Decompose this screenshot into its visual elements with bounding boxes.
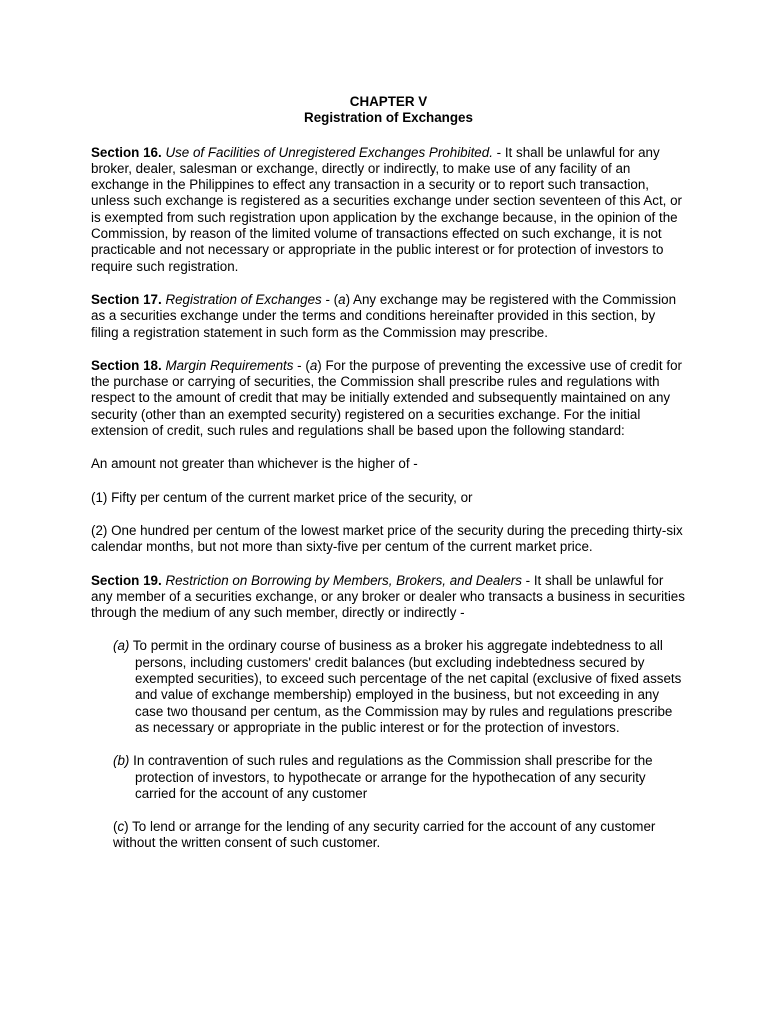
section-18 [91,358,686,439]
section-16-title: Use of Facilities of Unregistered Exchanges Prohibited. [165,144,493,160]
item-c-text: ) To lend or arrange for the lending of any security carried for the account of any customer without the written consent of such customer. [113,819,656,851]
section-17-letter: a [338,291,346,307]
section-18-prefix: - ( [293,357,310,373]
section-18-letter: a [309,357,318,373]
chapter-title: Registration of Exchanges [304,110,473,126]
section-18-body: ) For the purpose of preventing the excessive use of credit for the purchase or carrying of securities, the Commission shall prescribe rules and regulations with respect to the amount of credit that may be initially extended and subsequently maintained on any security (other than an exempted security) registered on a securities exchange. For the initial extension of credit, such rules and regulations shall be based upon the following standard: [91,357,682,439]
chapter-number: CHAPTER V [349,94,428,109]
section-19-item-b [113,753,686,802]
section-18-title: Margin Requirements [165,357,294,373]
section-16-body: - It shall be unlawful for any broker, dealer, salesman or exchange, directly or indirectly, to make use of any facility of an exchange in the Philippines to effect any transaction in a security or to report such transaction, unless such exchange is registered as a securities exchange under section seventeen of this Act, or is exempted from such registration upon application by the exchange because, in the opinion of the Commission, by reason of the limited volume of transactions effected on such exchange, it is not practicable and not necessary or appropriate in the public interest or for protection of investors to require such registration. [91,144,683,274]
section-16 [91,145,686,275]
section-17-number: Section 17. [91,291,162,307]
section-18-number: Section 18. [91,357,162,373]
section-19-item-a [113,638,686,736]
item-c-open: ( [113,819,118,835]
item-c-letter: c [117,819,125,835]
section-19-item-c [113,819,686,852]
section-18-item-1: (1) Fifty per centum of the current market price of the security, or [91,489,473,505]
section-19-number: Section 19. [91,572,162,588]
section-17-title: Registration of Exchanges [165,291,322,307]
section-16-number: Section 16. [91,144,162,160]
item-b-label: (b) [113,753,130,769]
section-19-title: Restriction on Borrowing by Members, Brokers, and Dealers [165,572,522,588]
chapter-heading [91,94,686,127]
section-18-standard: An amount not greater than whichever is the higher of - [91,456,418,472]
section-17-prefix: - ( [321,291,339,307]
item-b-text: In contravention of such rules and regulations as the Commission shall prescribe for the protection of investors, to hypothecate or arrange for the hypothecation of any security carried for the account of any customer [129,753,653,801]
item-a-text: To permit in the ordinary course of business as a broker his aggregate indebtedness to all persons, including customers' credit balances (but excluding indebtedness secured by exempted securities), to exceed such percentage of the net capital (exclusive of fixed assets and value of exchange membership) employed in the business, but not exceeding in any case two thousand per centum, as the Commission may by rules and regulations prescribe as necessary or appropriate in the public interest or for the protection of investors. [129,638,682,735]
section-19 [91,573,686,622]
section-17-body: ) Any exchange may be registered with the Commission as a securities exchange under the terms and conditions hereinafter provided in this section, by filing a registration statement in such form as the Commission may prescribe. [91,291,677,340]
section-19-body: - It shall be unlawful for any member of a securities exchange, or any broker or dealer who transacts a business in securities through the medium of any such member, directly or indirectly - [91,572,685,621]
item-a-label: (a) [113,638,130,654]
section-18-item-2: (2) One hundred per centum of the lowest market price of the security during the preceding thirty-six calendar months, but not more than sixty-five per centum of the current market price. [91,522,683,555]
document-page [91,94,686,869]
section-17 [91,292,686,341]
